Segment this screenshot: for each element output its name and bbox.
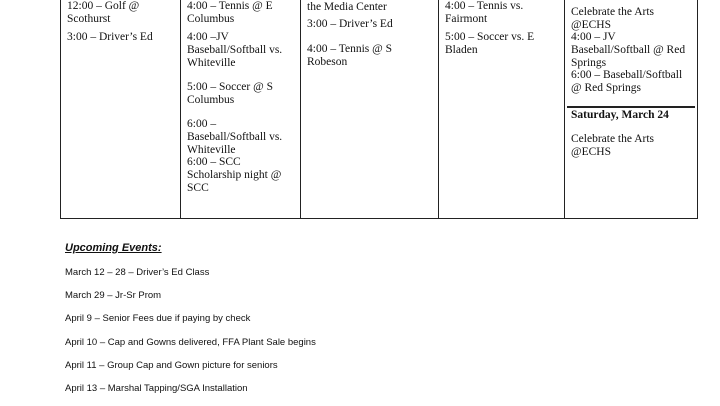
calendar-entry: Celebrate the Arts @ECHS — [571, 133, 655, 158]
calendar-entry: 5:00 – Soccer vs. E Bladen — [445, 31, 535, 56]
calendar-entry: 3:00 – Driver’s Ed — [67, 31, 153, 43]
calendar-entry: 4:00 –JV Baseball/Softball vs. Whiteville — [187, 31, 283, 69]
list-item: March 12 – 28 – Driver’s Ed Class — [65, 267, 210, 278]
calendar-entry: 4:00 – JV Baseball/Softball @ Red Springs — [571, 31, 686, 69]
calendar-column-3 — [301, 0, 439, 218]
calendar-entry: Celebrate the Arts @ECHS — [571, 6, 655, 31]
list-item: April 11 – Group Cap and Gown picture for seniors — [65, 359, 278, 371]
day-header: Saturday, March 24 — [571, 109, 669, 121]
day-divider — [567, 106, 695, 108]
list-item: April 9 – Senior Fees due if paying by check — [65, 313, 251, 325]
calendar-column-2 — [181, 0, 301, 218]
calendar-table — [60, 0, 698, 219]
calendar-entry: 6:00 – SCC Scholarship night @ SCC — [187, 156, 282, 194]
calendar-entry: 4:00 – Tennis @ S Robeson — [307, 43, 392, 68]
calendar-entry: 5:00 – Soccer @ S Columbus — [187, 81, 273, 106]
calendar-column-1 — [61, 0, 181, 218]
upcoming-events-title: Upcoming Events: — [65, 242, 162, 254]
calendar-entry: 6:00 – Baseball/Softball vs. Whiteville — [187, 118, 283, 156]
calendar-column-5 — [565, 0, 697, 218]
list-item: March 29 – Jr-Sr Prom — [65, 290, 162, 302]
calendar-entry: 6:00 – Baseball/Softball @ Red Springs — [571, 69, 683, 94]
calendar-column-4 — [439, 0, 565, 218]
calendar-entry: 4:00 – Tennis @ E Columbus — [187, 0, 273, 25]
list-item: April 13 – Marshal Tapping/SGA Installation — [65, 382, 248, 394]
calendar-entry: 12:00 – Golf @ Scothurst — [67, 0, 140, 25]
calendar-entry: 3:00 – Driver’s Ed — [307, 18, 393, 30]
upcoming-events-list — [65, 267, 665, 406]
list-item: April 10 – Cap and Gowns delivered, FFA Plant Sale begins — [65, 336, 316, 348]
calendar-entry: the Media Center — [307, 1, 387, 13]
calendar-entry: 4:00 – Tennis vs. Fairmont — [445, 0, 524, 25]
